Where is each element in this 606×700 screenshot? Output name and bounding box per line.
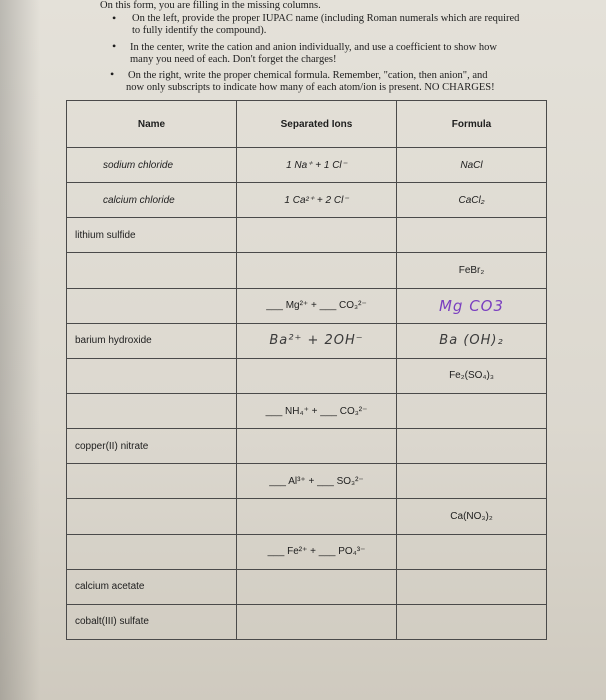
instructions-bullet1-line2: to fully identify the compound). [132,25,267,36]
table-row [67,464,547,499]
table-row [67,148,547,183]
name-cell[interactable] [67,534,237,569]
formula-cell[interactable]: Ca(NO₃)₂ [397,499,547,534]
instructions-bullet3-line1: On the right, write the proper chemical formula. Remember, "cation, then anion", and [128,70,488,81]
formula-cell[interactable] [397,604,547,639]
header-separated-ions: Separated Ions [237,101,397,148]
formula-cell[interactable]: FeBr₂ [397,253,547,288]
header-formula: Formula [397,101,547,148]
name-cell[interactable] [67,288,237,323]
handwritten-formula[interactable]: Mg CO3 [438,296,505,315]
table-row [67,183,547,218]
ions-cell[interactable]: ___ NH₄⁺ + ___ CO₃²⁻ [237,393,397,428]
table-row [67,358,547,393]
table-row [67,218,547,253]
name-cell[interactable]: sodium chloride [67,148,237,183]
formula-cell[interactable] [397,429,547,464]
name-cell[interactable]: calcium chloride [67,183,237,218]
name-cell[interactable] [67,464,237,499]
page-shadow [0,0,40,700]
instructions-bullet2-line2: many you need of each. Don't forget the charges! [130,54,337,65]
ions-cell[interactable] [237,253,397,288]
bullet-icon: • [112,11,117,25]
table-header-row [67,101,547,148]
formula-cell[interactable]: NaCl [397,148,547,183]
handwritten-ions[interactable]: Ba²⁺ + 2OH⁻ [269,333,364,349]
ions-cell[interactable]: ___ Mg²⁺ + ___ CO₃²⁻ [237,288,397,323]
name-cell[interactable]: cobalt(III) sulfate [67,604,237,639]
table-row [67,604,547,639]
name-cell[interactable]: calcium acetate [67,569,237,604]
header-name: Name [67,101,237,148]
ions-cell[interactable]: 1 Ca²⁺ + 2 Cl⁻ [237,183,397,218]
formula-cell[interactable]: CaCl₂ [397,183,547,218]
ions-cell[interactable]: ___ Al³⁺ + ___ SO₃²⁻ [237,464,397,499]
table-row [67,569,547,604]
formula-cell[interactable] [397,218,547,253]
name-cell[interactable] [67,253,237,288]
formula-cell[interactable] [397,393,547,428]
ions-cell[interactable] [237,569,397,604]
table-row [67,323,547,358]
ions-cell[interactable]: 1 Na⁺ + 1 Cl⁻ [237,148,397,183]
table-row [67,393,547,428]
formula-cell[interactable]: Fe₂(SO₄)₃ [397,358,547,393]
ions-cell[interactable]: ___ Fe²⁺ + ___ PO₄³⁻ [237,534,397,569]
instructions-bullet1-line1: On the left, provide the proper IUPAC name (including Roman numerals which are required [132,13,520,24]
instructions-bullet2-line1: In the center, write the cation and anion individually, and use a coefficient to show how [130,42,497,53]
table-row [67,534,547,569]
table-row [67,429,547,464]
formula-cell[interactable] [397,534,547,569]
formula-cell[interactable] [397,569,547,604]
formula-cell[interactable] [397,464,547,499]
table-row [67,288,547,323]
name-cell[interactable]: lithium sulfide [67,218,237,253]
name-cell[interactable]: barium hydroxide [67,323,237,358]
table-row [67,499,547,534]
name-cell[interactable]: copper(II) nitrate [67,429,237,464]
ions-cell[interactable] [237,499,397,534]
instructions-bullet3-line2: now only subscripts to indicate how many of each atom/ion is present. NO CHARGES! [126,82,495,93]
ions-cell[interactable] [237,429,397,464]
instructions-intro: On this form, you are filling in the missing columns. [100,0,321,11]
ions-table [66,100,547,640]
ions-cell[interactable] [237,218,397,253]
name-cell[interactable] [67,499,237,534]
table-row [67,253,547,288]
bullet-icon: • [112,39,117,53]
ions-cell[interactable] [237,358,397,393]
name-cell[interactable] [67,358,237,393]
name-cell[interactable] [67,393,237,428]
handwritten-formula[interactable]: Ba (OH)₂ [439,333,504,349]
bullet-icon: • [110,67,115,81]
ions-cell[interactable] [237,604,397,639]
